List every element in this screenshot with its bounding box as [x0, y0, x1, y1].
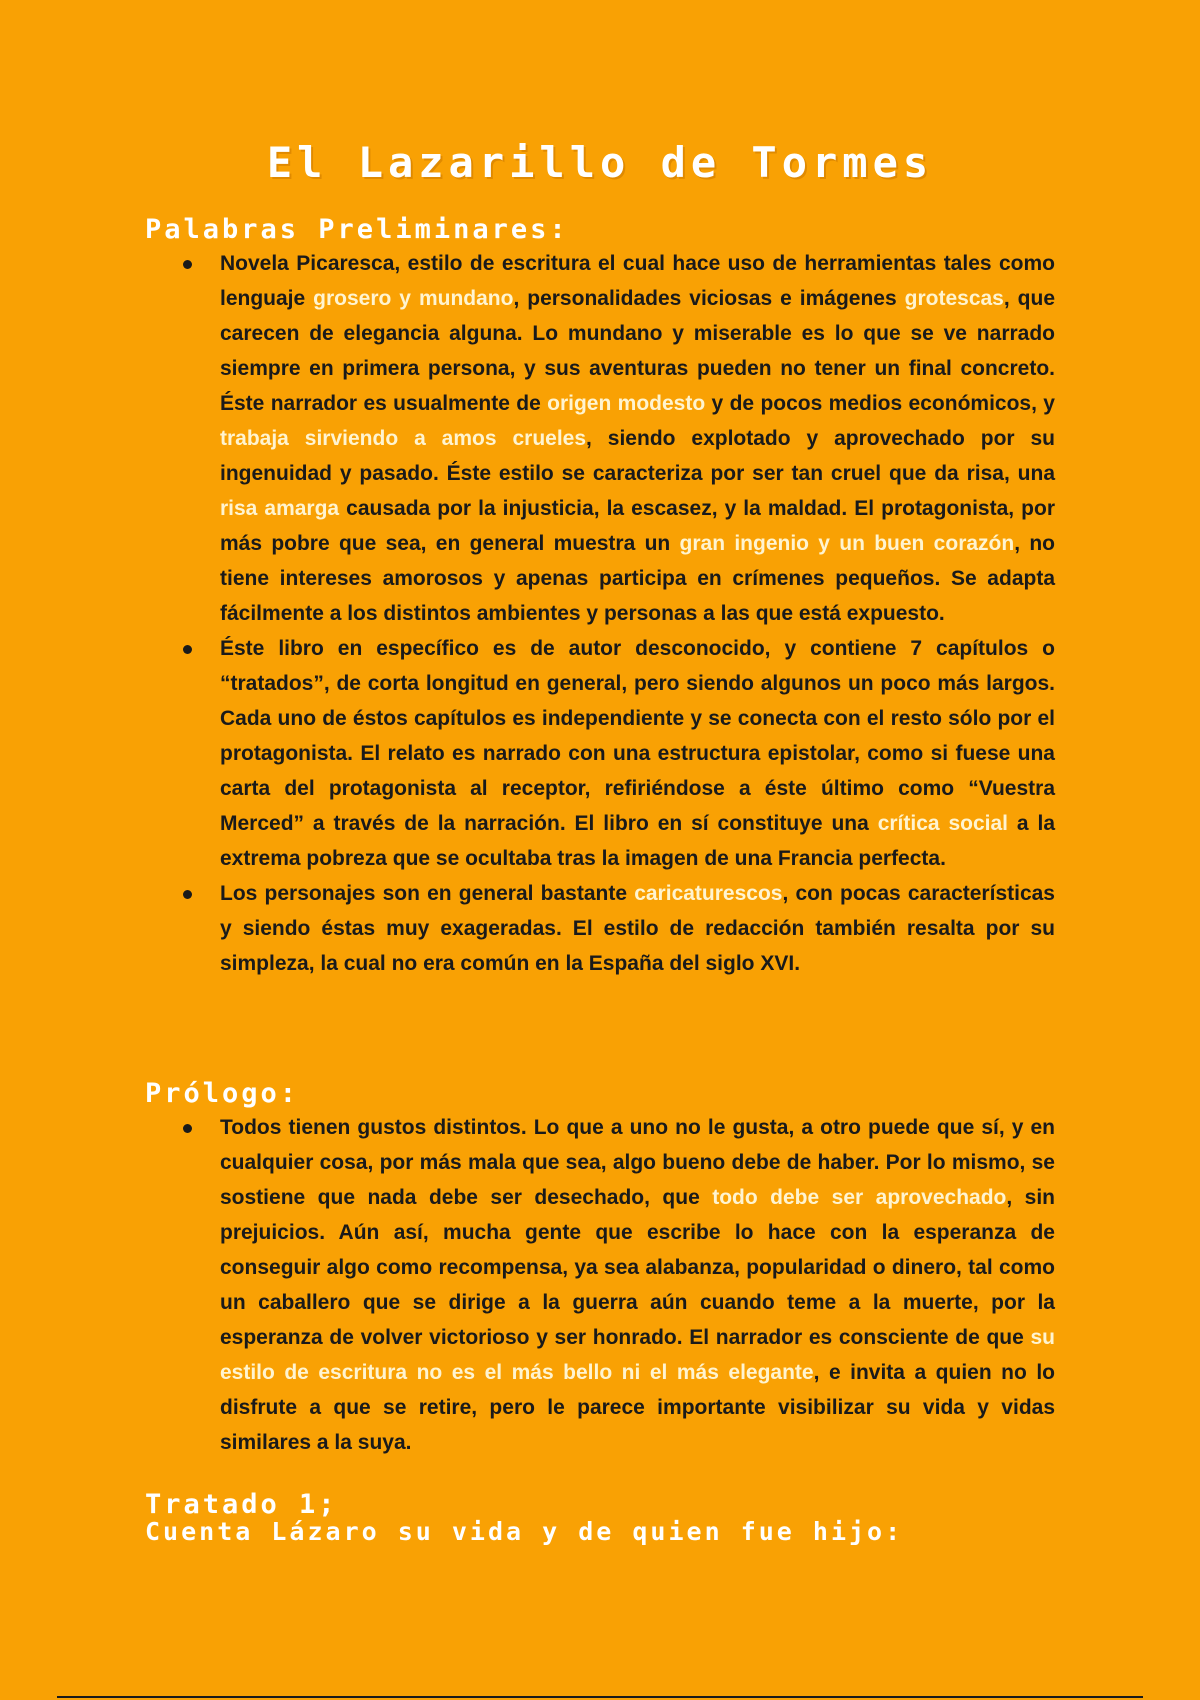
bullet-dot-icon [183, 645, 192, 654]
body-text: , con pocas características y siendo éstas muy exageradas. El estilo de redacción también resalta por su simpleza, la cual no era común en la España del siglo XVI. [220, 882, 1055, 975]
highlighted-text: grotescas [904, 287, 1004, 310]
footer-divider [57, 1696, 1143, 1698]
body-text: Éste libro en específico es de autor desconocido, y contiene 7 capítulos o “tratados”, de corta longitud en general, pero siendo algunos un poco más largos. Cada uno de éstos capítulos es independiente y se conecta con el resto sólo por el protagonista. El relato es narrado con una estructura epistolar, como si fuese una carta del protagonista al receptor, refiriéndose a éste último como “Vuestra Merced” a través de la narración. El libro en sí constituye una [220, 637, 1055, 835]
bullet-item [175, 246, 1055, 631]
highlighted-text: todo debe ser aprovechado [712, 1186, 1007, 1209]
highlighted-text: gran ingenio y un buen corazón [679, 532, 1015, 555]
body-text: Novela Picaresca, estilo de escritura el cual hace uso de herramientas tales como lenguaje [220, 252, 1055, 310]
body-text: Los personajes son en general bastante [220, 882, 635, 905]
body-text: , siendo explotado y aprovechado por su ingenuidad y pasado. Éste estilo se caracteriza por ser tan cruel que da risa, una [220, 427, 1055, 485]
highlighted-text: risa amarga [220, 497, 340, 520]
bullet-dot-icon [183, 1124, 192, 1133]
body-text: , personalidades viciosas e imágenes [513, 287, 905, 310]
page-title: El Lazarillo de Tormes [266, 138, 934, 187]
highlighted-text: origen modesto [547, 392, 706, 415]
highlighted-text: trabaja sirviendo a amos crueles [220, 427, 587, 450]
bullet-item [175, 631, 1055, 876]
bullet-item [175, 876, 1055, 981]
bullet-list-prologo [175, 1110, 1055, 1460]
body-text: a la extrema pobreza que se ocultaba tras la imagen de una Francia perfecta. [220, 812, 1055, 870]
section-heading-prologo: Prólogo: [145, 1078, 300, 1109]
highlighted-text: su estilo de escritura no es el más bello ni el más elegante [220, 1326, 1055, 1384]
section-heading-tratado-1: Tratado 1; [145, 1489, 338, 1520]
section-subheading-tratado-1: Cuenta Lázaro su vida y de quien fue hijo: [145, 1517, 904, 1546]
bullet-dot-icon [183, 260, 192, 269]
bullet-dot-icon [183, 890, 192, 899]
body-text: , sin prejuicios. Aún así, mucha gente que escribe lo hace con la esperanza de conseguir algo como recompensa, ya sea alabanza, popularidad o dinero, tal como un caballero que se dirige a la guerra aún cuando teme a la muerte, por la esperanza de volver victorioso y ser honrado. El narrador es consciente de que [220, 1186, 1056, 1349]
body-text: y de pocos medios económicos, y [705, 392, 1055, 415]
body-text: , no tiene intereses amorosos y apenas participa en crímenes pequeños. Se adapta fácilmente a los distintos ambientes y personas a las que está expuesto. [220, 532, 1055, 625]
highlighted-text: grosero y mundano [313, 287, 514, 310]
bullet-item [175, 1110, 1055, 1460]
body-text: , e invita a quien no lo disfrute a que se retire, pero le parece importante visibilizar su vida y vidas similares a la suya. [220, 1361, 1055, 1454]
body-text: Todos tienen gustos distintos. Lo que a uno no le gusta, a otro puede que sí, y en cualquier cosa, por más mala que sea, algo bueno debe de haber. Por lo mismo, se sostiene que nada debe ser desechado, que [220, 1116, 1055, 1209]
body-text: , que carecen de elegancia alguna. Lo mundano y miserable es lo que se ve narrado siempre en primera persona, y sus aventuras pueden no tener un final concreto. Éste narrador es usualmente de [220, 287, 1055, 415]
section-heading-preliminares: Palabras Preliminares: [145, 214, 569, 245]
bullet-list-preliminares [175, 246, 1055, 981]
body-text: causada por la injusticia, la escasez, y la maldad. El protagonista, por más pobre que sea, en general muestra un [220, 497, 1055, 555]
highlighted-text: caricaturescos [634, 882, 783, 905]
highlighted-text: crítica social [877, 812, 1008, 835]
